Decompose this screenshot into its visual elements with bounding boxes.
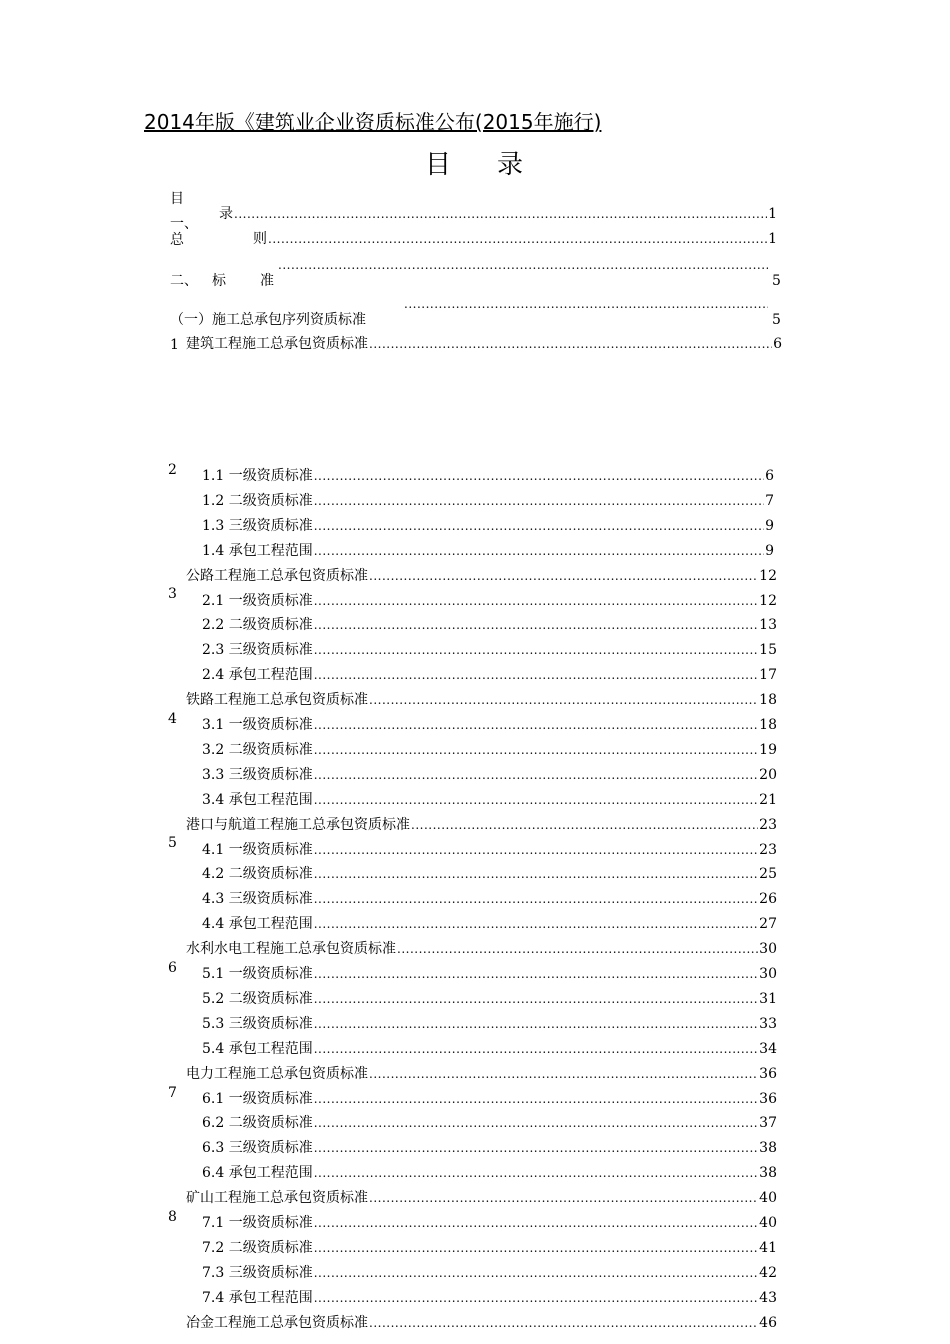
toc-line-page: 1 xyxy=(768,231,777,247)
toc-entry-label: 2.4 承包工程范围 xyxy=(202,667,313,683)
toc-entry-page: 38 xyxy=(759,1140,777,1156)
toc-entry-label: 5.2 二级资质标准 xyxy=(202,991,313,1007)
toc-entry-page: 40 xyxy=(759,1190,777,1206)
toc-entry-label: 7.2 二级资质标准 xyxy=(202,1240,313,1256)
toc-subentry[interactable] xyxy=(202,665,777,685)
toc-entry-page: 20 xyxy=(759,767,777,783)
toc-entry-label: 2.2 二级资质标准 xyxy=(202,617,313,633)
toc-subentry[interactable] xyxy=(202,964,777,984)
leader-dots xyxy=(314,1113,758,1133)
toc-entry-label: 4.4 承包工程范围 xyxy=(202,916,313,932)
toc-entry-page: 37 xyxy=(759,1115,777,1131)
leader-dots xyxy=(369,690,758,710)
leader-dots xyxy=(234,204,767,224)
side-number: 8 xyxy=(168,1209,177,1225)
toc-entry-label: 公路工程施工总承包资质标准 xyxy=(186,568,368,584)
toc-zhun-char: 准 xyxy=(260,273,274,289)
toc-entry-page: 42 xyxy=(759,1265,777,1281)
toc-entry-page: 33 xyxy=(759,1016,777,1032)
toc-line-item1[interactable] xyxy=(186,334,782,354)
leader-dots xyxy=(404,297,768,311)
toc-subentry[interactable] xyxy=(202,1213,777,1233)
toc-entry-label: 7.1 一级资质标准 xyxy=(202,1215,313,1231)
leader-dots xyxy=(314,790,758,810)
toc-entry-label: 2.3 三级资质标准 xyxy=(202,642,313,658)
toc-subentry[interactable] xyxy=(202,591,777,611)
toc-subentry[interactable] xyxy=(202,1163,777,1183)
leader-dots xyxy=(369,1188,758,1208)
toc-chapter-entry[interactable] xyxy=(186,1313,777,1333)
toc-entry-label: 3.3 三级资质标准 xyxy=(202,767,313,783)
toc-entry-label: 1.2 二级资质标准 xyxy=(202,493,313,509)
toc-entry-page: 36 xyxy=(759,1066,777,1082)
side-number: 2 xyxy=(168,462,177,478)
toc-heading-left: 目 xyxy=(424,150,453,180)
toc-entry-page: 34 xyxy=(759,1041,777,1057)
leader-dots xyxy=(369,566,758,586)
toc-entry-label: 6.2 二级资质标准 xyxy=(202,1115,313,1131)
toc-entry-page: 30 xyxy=(759,941,777,957)
toc-subentry[interactable] xyxy=(202,1288,777,1308)
toc-line-label: 则 xyxy=(253,231,267,247)
leader-dots xyxy=(314,1089,758,1109)
toc-item1-num: 1 xyxy=(170,337,179,353)
toc-subentry[interactable] xyxy=(202,889,777,909)
toc-subentry[interactable] xyxy=(202,1039,777,1059)
leader-dots xyxy=(314,1039,758,1059)
leader-dots xyxy=(314,640,758,660)
toc-entry-label: 5.4 承包工程范围 xyxy=(202,1041,313,1057)
toc-subentry[interactable] xyxy=(202,989,777,1009)
side-number: 7 xyxy=(168,1085,177,1101)
leader-dots xyxy=(314,516,764,536)
toc-entry-page: 43 xyxy=(759,1290,777,1306)
toc-chapter-entry[interactable] xyxy=(186,939,777,959)
toc-subentry[interactable] xyxy=(202,491,774,511)
toc-entry-page: 13 xyxy=(759,617,777,633)
toc-entry-page: 7 xyxy=(765,493,774,509)
toc-entry-page: 46 xyxy=(759,1315,777,1331)
toc-line-page: 1 xyxy=(768,206,777,222)
toc-entry-label: 港口与航道工程施工总承包资质标准 xyxy=(186,817,410,833)
toc-entry-page: 23 xyxy=(759,842,777,858)
toc-entry-label: 4.3 三级资质标准 xyxy=(202,891,313,907)
toc-entry-label: 4.2 二级资质标准 xyxy=(202,866,313,882)
leader-dots xyxy=(314,840,758,860)
leader-dots xyxy=(314,615,758,635)
leader-dots xyxy=(369,334,772,354)
toc-subentry[interactable] xyxy=(202,541,774,561)
leader-dots xyxy=(397,939,758,959)
leader-dots xyxy=(411,815,758,835)
toc-entry-label: 6.1 一级资质标准 xyxy=(202,1091,313,1107)
side-number: 3 xyxy=(168,586,177,602)
toc-entry-label: 3.2 二级资质标准 xyxy=(202,742,313,758)
leader-dots xyxy=(314,1213,758,1233)
toc-subentry[interactable] xyxy=(202,1263,777,1283)
leader-dots xyxy=(314,541,764,561)
toc-entry-page: 36 xyxy=(759,1091,777,1107)
toc-entry-label: 5.3 三级资质标准 xyxy=(202,1016,313,1032)
toc-line-zongze[interactable] xyxy=(253,229,777,249)
toc-subentry[interactable] xyxy=(202,516,774,536)
toc-entry-page: 23 xyxy=(759,817,777,833)
toc-chapter-entry[interactable] xyxy=(186,690,777,710)
leader-dots xyxy=(314,591,758,611)
toc-mu-char: 目 xyxy=(170,191,184,207)
toc-entry-page: 18 xyxy=(759,717,777,733)
leader-dots xyxy=(314,466,764,486)
toc-entry-label: 1.4 承包工程范围 xyxy=(202,543,313,559)
toc-subentry[interactable] xyxy=(202,1238,777,1258)
toc-subentry[interactable] xyxy=(202,1138,777,1158)
toc-subentry[interactable] xyxy=(202,790,777,810)
toc-line-lu[interactable] xyxy=(219,204,777,224)
toc-entry-page: 30 xyxy=(759,966,777,982)
toc-entry-page: 40 xyxy=(759,1215,777,1231)
toc-entry-page: 12 xyxy=(759,568,777,584)
toc-subentry[interactable] xyxy=(202,765,777,785)
leader-dots xyxy=(314,864,758,884)
toc-entry-label: 水利水电工程施工总承包资质标准 xyxy=(186,941,396,957)
toc-heading-right: 录 xyxy=(497,150,526,180)
leader-dots xyxy=(369,1313,758,1333)
leader-dots xyxy=(314,715,758,735)
leader-dots xyxy=(314,889,758,909)
toc-entry-label: 1.1 一级资质标准 xyxy=(202,468,313,484)
toc-entry-page: 12 xyxy=(759,593,777,609)
toc-entry-label: 矿山工程施工总承包资质标准 xyxy=(186,1190,368,1206)
toc-subentry[interactable] xyxy=(202,740,777,760)
toc-entry-label: 7.4 承包工程范围 xyxy=(202,1290,313,1306)
leader-dots xyxy=(369,1064,758,1084)
toc-heading xyxy=(0,144,950,181)
toc-yi-dun: 一、 xyxy=(170,216,198,232)
toc-entry-label: 4.1 一级资质标准 xyxy=(202,842,313,858)
toc-line-label: 录 xyxy=(219,206,233,222)
toc-entry-label: 6.3 三级资质标准 xyxy=(202,1140,313,1156)
toc-entry-label: 7.3 三级资质标准 xyxy=(202,1265,313,1281)
toc-entry-page: 18 xyxy=(759,692,777,708)
toc-entry-label: 6.4 承包工程范围 xyxy=(202,1165,313,1181)
toc-section1-label[interactable]: （一）施工总承包序列资质标准 xyxy=(170,312,366,328)
toc-entry-label: 2.1 一级资质标准 xyxy=(202,593,313,609)
leader-dots xyxy=(268,229,767,249)
toc-entry-page: 38 xyxy=(759,1165,777,1181)
leader-dots xyxy=(314,1263,758,1283)
leader-dots xyxy=(314,1138,758,1158)
toc-line-label: 建筑工程施工总承包资质标准 xyxy=(186,336,368,352)
toc-entry-page: 6 xyxy=(765,468,774,484)
toc-entry-page: 17 xyxy=(759,667,777,683)
leader-dots xyxy=(314,740,758,760)
toc-entry-label: 5.1 一级资质标准 xyxy=(202,966,313,982)
toc-zong-char: 总 xyxy=(170,232,184,248)
toc-chapter-entry[interactable] xyxy=(186,1188,777,1208)
toc-entry-label: 3.4 承包工程范围 xyxy=(202,792,313,808)
toc-section1-page: 5 xyxy=(772,312,781,328)
document-title: 2014年版《建筑业企业资质标准公布(2015年施行) xyxy=(144,110,602,134)
toc-entry-page: 41 xyxy=(759,1240,777,1256)
toc-entry-page: 9 xyxy=(765,543,774,559)
toc-entry-page: 15 xyxy=(759,642,777,658)
toc-line-page: 6 xyxy=(773,336,782,352)
leader-dots xyxy=(314,989,758,1009)
leader-dots xyxy=(314,1288,758,1308)
toc-subentry[interactable] xyxy=(202,1014,777,1034)
toc-chapter-entry[interactable] xyxy=(186,566,777,586)
toc-entry-page: 31 xyxy=(759,991,777,1007)
leader-dots xyxy=(314,964,758,984)
toc-entry-page: 25 xyxy=(759,866,777,882)
toc-chapter-entry[interactable] xyxy=(186,1064,777,1084)
side-number: 6 xyxy=(168,960,177,976)
toc-subentry[interactable] xyxy=(202,864,777,884)
toc-chapter-entry[interactable] xyxy=(186,815,777,835)
toc-biaozhun-page: 5 xyxy=(772,273,781,289)
toc-subentry[interactable] xyxy=(202,1113,777,1133)
toc-entry-page: 27 xyxy=(759,916,777,932)
toc-er-label: 二、 xyxy=(170,273,198,289)
leader-dots xyxy=(314,1014,758,1034)
toc-entry-page: 19 xyxy=(759,742,777,758)
toc-subentry[interactable] xyxy=(202,466,774,486)
toc-entry-label: 冶金工程施工总承包资质标准 xyxy=(186,1315,368,1331)
toc-entry-label: 电力工程施工总承包资质标准 xyxy=(186,1066,368,1082)
leader-dots xyxy=(278,258,768,272)
toc-subentry[interactable] xyxy=(202,840,777,860)
toc-entry-label: 3.1 一级资质标准 xyxy=(202,717,313,733)
toc-entry-page: 26 xyxy=(759,891,777,907)
toc-biao-char: 标 xyxy=(212,273,226,289)
leader-dots xyxy=(314,1238,758,1258)
toc-entry-label: 铁路工程施工总承包资质标准 xyxy=(186,692,368,708)
leader-dots xyxy=(314,1163,758,1183)
side-number: 5 xyxy=(168,835,177,851)
leader-dots xyxy=(314,491,764,511)
toc-subentry[interactable] xyxy=(202,615,777,635)
side-number: 4 xyxy=(168,711,177,727)
toc-entry-page: 9 xyxy=(765,518,774,534)
toc-entry-page: 21 xyxy=(759,792,777,808)
toc-subentry[interactable] xyxy=(202,1089,777,1109)
toc-subentry[interactable] xyxy=(202,640,777,660)
toc-subentry[interactable] xyxy=(202,914,777,934)
leader-dots xyxy=(314,914,758,934)
toc-subentry[interactable] xyxy=(202,715,777,735)
toc-entry-label: 1.3 三级资质标准 xyxy=(202,518,313,534)
leader-dots xyxy=(314,665,758,685)
leader-dots xyxy=(314,765,758,785)
